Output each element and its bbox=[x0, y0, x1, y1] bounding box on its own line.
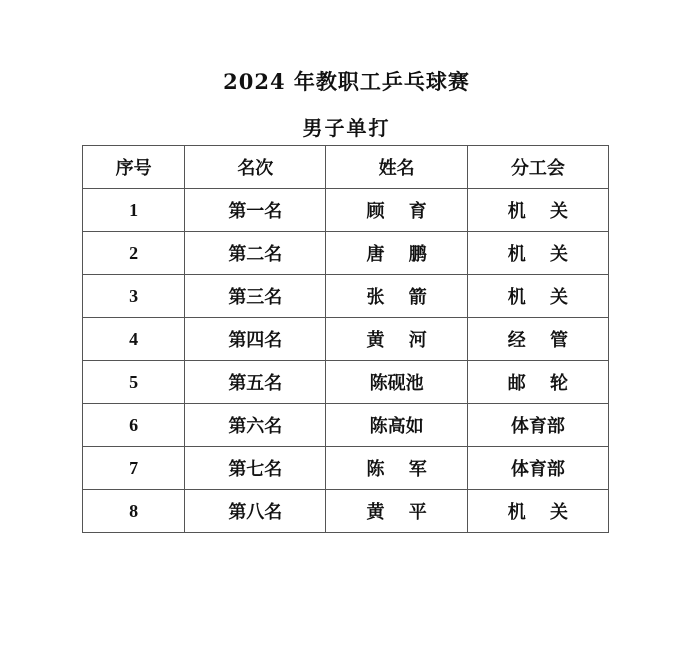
cell-unit: 体育部 bbox=[467, 404, 608, 447]
cell-seq: 3 bbox=[83, 275, 185, 318]
cell-unit: 机 关 bbox=[467, 189, 608, 232]
cell-unit: 机 关 bbox=[467, 232, 608, 275]
cell-name: 陈 军 bbox=[326, 447, 467, 490]
cell-seq: 2 bbox=[83, 232, 185, 275]
page-subtitle: 男子单打 bbox=[302, 116, 391, 140]
cell-rank: 第六名 bbox=[185, 404, 326, 447]
cell-unit: 经 管 bbox=[467, 318, 608, 361]
cell-name: 顾 育 bbox=[326, 189, 467, 232]
table-header-row bbox=[83, 146, 609, 189]
cell-rank: 第八名 bbox=[185, 490, 326, 533]
header-rank: 名次 bbox=[185, 146, 326, 189]
cell-seq: 6 bbox=[83, 404, 185, 447]
cell-seq: 4 bbox=[83, 318, 185, 361]
table-row bbox=[83, 189, 609, 232]
cell-seq: 5 bbox=[83, 361, 185, 404]
table-row bbox=[83, 318, 609, 361]
cell-rank: 第四名 bbox=[185, 318, 326, 361]
results-table bbox=[82, 145, 609, 533]
cell-rank: 第二名 bbox=[185, 232, 326, 275]
cell-unit: 邮 轮 bbox=[467, 361, 608, 404]
table-row bbox=[83, 361, 609, 404]
cell-seq: 7 bbox=[83, 447, 185, 490]
cell-seq: 1 bbox=[83, 189, 185, 232]
table-row bbox=[83, 490, 609, 533]
table-row bbox=[83, 275, 609, 318]
cell-name: 陈高如 bbox=[326, 404, 467, 447]
page-title: 2024 年教职工乒乓球赛 bbox=[223, 69, 470, 94]
header-name: 姓名 bbox=[326, 146, 467, 189]
cell-unit: 体育部 bbox=[467, 447, 608, 490]
header-seq: 序号 bbox=[83, 146, 185, 189]
cell-rank: 第一名 bbox=[185, 189, 326, 232]
cell-name: 陈砚池 bbox=[326, 361, 467, 404]
cell-unit: 机 关 bbox=[467, 490, 608, 533]
cell-name: 唐 鹏 bbox=[326, 232, 467, 275]
cell-rank: 第七名 bbox=[185, 447, 326, 490]
cell-seq: 8 bbox=[83, 490, 185, 533]
table-row bbox=[83, 447, 609, 490]
cell-rank: 第五名 bbox=[185, 361, 326, 404]
table-row bbox=[83, 404, 609, 447]
cell-rank: 第三名 bbox=[185, 275, 326, 318]
cell-unit: 机 关 bbox=[467, 275, 608, 318]
cell-name: 黄 平 bbox=[326, 490, 467, 533]
header-unit: 分工会 bbox=[467, 146, 608, 189]
table-row bbox=[83, 232, 609, 275]
cell-name: 黄 河 bbox=[326, 318, 467, 361]
cell-name: 张 箭 bbox=[326, 275, 467, 318]
